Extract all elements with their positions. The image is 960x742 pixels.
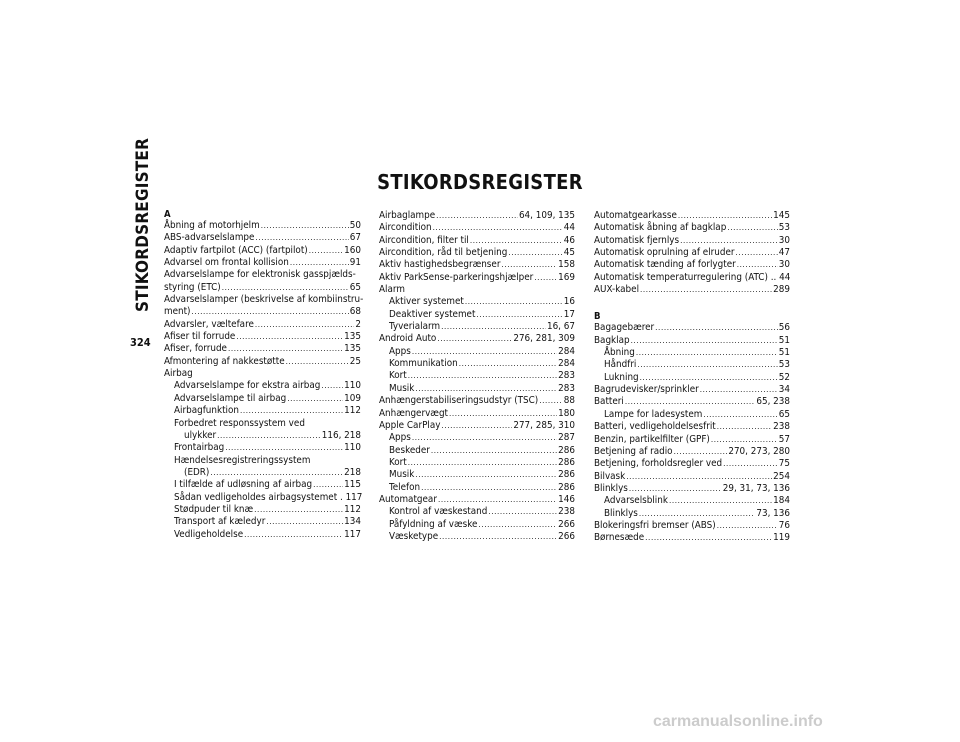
index-entry: [379, 432, 575, 444]
index-term: Anhængerstabiliseringsudstyr (TSC): [379, 395, 539, 407]
index-entry-text: Sådan vedligeholdes airbagsystemet . 117: [174, 491, 363, 503]
index-page-ref: 110: [344, 442, 361, 454]
index-entry: [379, 519, 575, 531]
dot-leader: [254, 504, 343, 516]
index-term: Android Auto: [379, 333, 437, 345]
index-page-ref: 286: [558, 456, 575, 468]
index-term: Aktiv ParkSense-parkeringshjælper: [379, 271, 534, 283]
index-entry: [164, 232, 361, 244]
dot-leader: [669, 495, 772, 507]
index-page-ref: 284: [558, 358, 575, 370]
index-term: Airbagfunktion: [174, 405, 239, 417]
dot-leader: [421, 482, 557, 494]
index-page-ref: 2: [355, 318, 361, 330]
dot-leader: [534, 272, 557, 284]
index-entry: [164, 393, 361, 405]
dot-leader: [415, 383, 557, 395]
index-entry: [379, 333, 575, 345]
index-page-ref: 112: [344, 405, 361, 417]
index-term: Børnesæde: [594, 532, 645, 544]
index-page-ref: 88: [563, 395, 575, 407]
index-term: Betjening, forholdsregler ved: [594, 458, 723, 470]
index-page-ref: 65: [778, 408, 790, 420]
section-spacer: [594, 296, 790, 312]
dot-leader: [228, 343, 343, 355]
index-entry: [594, 222, 790, 234]
dot-leader: [488, 506, 557, 518]
dot-leader: [737, 259, 778, 271]
index-term: (EDR): [184, 466, 210, 478]
index-page-ref: 254: [773, 470, 790, 482]
dot-leader: [433, 222, 563, 234]
index-entry: [379, 494, 575, 506]
index-entry: [379, 457, 575, 469]
index-entry: [379, 296, 575, 308]
index-page-ref: 160: [344, 244, 361, 256]
index-term: Bagklap: [594, 334, 630, 346]
index-entry: [379, 531, 575, 543]
dot-leader: [210, 467, 343, 479]
index-column-3: [594, 210, 790, 545]
index-entry: [164, 306, 361, 318]
index-page-ref: 287: [558, 432, 575, 444]
index-page-ref: 110: [344, 380, 361, 392]
index-term: Stødpuder til knæ: [174, 503, 254, 515]
index-term: Blinklys: [604, 507, 638, 519]
index-entry-text: Advarselslamper (beskrivelse af kombiinstru-: [164, 294, 364, 306]
index-term: Automatgearkasse: [594, 210, 677, 221]
index-term: AUX-kabel: [594, 284, 640, 296]
index-page-ref: 112: [344, 503, 361, 515]
index-entry: [164, 282, 361, 294]
index-page-ref: 52: [778, 371, 790, 383]
dot-leader: [476, 309, 562, 321]
index-term: Håndfri: [604, 359, 637, 371]
index-entry-text: Automatisk temperaturregulering (ATC) .. 44: [594, 271, 791, 283]
index-entry: [594, 210, 790, 222]
index-entry: [594, 421, 790, 433]
index-term: Apps: [389, 345, 411, 357]
index-entry: [164, 245, 361, 257]
index-term: Automatisk åbning af bagklap: [594, 222, 727, 234]
index-entry: [594, 508, 790, 520]
index-term: Telefon: [389, 481, 421, 493]
index-page-ref: 109: [344, 392, 361, 404]
index-term: Blokeringsfri bremser (ABS): [594, 519, 716, 531]
index-entry: [379, 383, 575, 395]
dot-leader: [639, 508, 755, 520]
index-entry: [379, 222, 575, 234]
index-entry: [379, 272, 575, 284]
dot-leader: [438, 494, 557, 506]
index-entry: [164, 479, 361, 491]
index-entry: [594, 335, 790, 347]
index-page-ref: 29, 31, 73, 136: [722, 482, 790, 494]
index-entry: [594, 284, 790, 296]
index-page-ref: 16, 67: [546, 321, 575, 333]
index-page-ref: 67: [349, 232, 361, 244]
index-entry: [164, 356, 361, 368]
dot-leader: [539, 395, 563, 407]
index-page-ref: 180: [558, 407, 575, 419]
index-page-ref: 30: [778, 259, 790, 271]
index-term: Kontrol af væskestand: [389, 506, 488, 518]
index-term: Kommunikation: [389, 358, 458, 370]
index-page-ref: 47: [778, 247, 790, 259]
index-page-ref: 65, 238: [756, 396, 790, 408]
index-term: Afmontering af nakkestøtte: [164, 355, 285, 367]
dot-leader: [290, 257, 349, 269]
index-term: Batteri: [594, 396, 624, 408]
dot-leader: [736, 247, 778, 259]
index-entry: [164, 257, 361, 269]
dot-leader: [244, 529, 343, 541]
index-entry-text: Advarselslampe for elektronisk gasspjælds-: [164, 269, 356, 281]
index-page-ref: 283: [558, 382, 575, 394]
index-entry: [379, 346, 575, 358]
dot-leader: [222, 282, 349, 294]
index-page-ref: 17: [563, 308, 575, 320]
index-term: Transport af kæledyr: [174, 516, 266, 528]
index-page-ref: 34: [778, 384, 790, 396]
index-page-ref: 56: [778, 322, 790, 334]
index-entry: [164, 405, 361, 417]
index-page-ref: 134: [344, 516, 361, 528]
index-entry: [164, 442, 361, 454]
index-entry: [379, 358, 575, 370]
dot-leader: [717, 520, 778, 532]
index-entry: [594, 458, 790, 470]
index-page-ref: 51: [778, 347, 790, 359]
dot-leader: [501, 259, 557, 271]
index-page-ref: 289: [773, 284, 790, 296]
side-section-title: STIKORDSREGISTER: [133, 137, 153, 312]
index-entry: [594, 259, 790, 271]
dot-leader: [717, 421, 772, 433]
dot-leader: [508, 247, 562, 259]
page-number: 324: [130, 336, 151, 349]
index-page-ref: 117: [344, 528, 361, 540]
index-entry: [594, 520, 790, 532]
dot-leader: [408, 370, 557, 382]
index-term: Aircondition: [379, 222, 432, 234]
index-entry: [594, 409, 790, 421]
index-term: Afiser, forrude: [164, 343, 227, 355]
index-page-ref: 238: [558, 506, 575, 518]
dot-leader: [449, 408, 557, 420]
index-entry-text: Forbedret responssystem ved: [174, 417, 305, 429]
dot-leader: [640, 284, 772, 296]
dot-leader: [313, 479, 343, 491]
dot-leader: [629, 483, 722, 495]
dot-leader: [415, 469, 557, 481]
index-letter-heading: B: [594, 311, 601, 323]
index-term: ABS-advarselslampe: [164, 232, 255, 244]
index-term: Åbning: [604, 347, 635, 359]
index-page-ref: 218: [344, 466, 361, 478]
index-entry: [379, 469, 575, 481]
index-entry: [594, 471, 790, 483]
index-page-ref: 238: [773, 421, 790, 433]
index-page-ref: 25: [349, 355, 361, 367]
index-term: Beskeder: [389, 444, 430, 456]
dot-leader: [636, 347, 778, 359]
index-column-2: [379, 210, 575, 543]
index-page-ref: 68: [349, 306, 361, 318]
dot-leader: [412, 346, 557, 358]
index-page-ref: 116, 218: [321, 429, 361, 441]
dot-leader: [478, 519, 557, 531]
dot-leader: [436, 210, 518, 222]
index-term: Advarselslampe til airbag: [174, 392, 287, 404]
index-term: Lampe for ladesystem: [604, 408, 703, 420]
index-entry: [379, 408, 575, 420]
dot-leader: [470, 235, 563, 247]
index-term: Tyverialarm: [389, 321, 441, 333]
index-term: Advarsel om frontal kollision: [164, 257, 289, 269]
index-entry: [164, 430, 361, 442]
index-term: Automatisk fjernlys: [594, 234, 680, 246]
index-page-ref: 184: [773, 495, 790, 507]
index-page-ref: 50: [349, 220, 361, 231]
index-term: Apps: [389, 432, 411, 444]
index-page-ref: 277, 285, 310: [513, 419, 575, 431]
index-page-ref: 283: [558, 370, 575, 382]
index-term: Musik: [389, 469, 415, 481]
index-term: I tilfælde af udløsning af airbag: [174, 479, 313, 491]
dot-leader: [321, 380, 343, 392]
index-entry: [164, 467, 361, 479]
index-entry-text: Hændelsesregistreringssystem: [174, 454, 311, 466]
dot-leader: [255, 232, 348, 244]
index-entry: [164, 220, 361, 232]
index-entry: [594, 372, 790, 384]
index-term: Aktiv hastighedsbegrænser: [379, 259, 501, 271]
index-term: Åbning af motorhjelm: [164, 220, 260, 231]
dot-leader: [286, 356, 349, 368]
index-term: Vedligeholdelse: [174, 528, 244, 540]
index-page-ref: 145: [773, 210, 790, 221]
dot-leader: [640, 372, 778, 384]
dot-leader: [645, 532, 772, 544]
dot-leader: [240, 405, 343, 417]
index-term: Lukning: [604, 371, 639, 383]
index-page-ref: 276, 281, 309: [513, 333, 575, 345]
dot-leader: [655, 322, 778, 334]
index-page-ref: 53: [778, 359, 790, 371]
dot-leader: [674, 446, 728, 458]
index-term: Advarsler, væltefare: [164, 318, 254, 330]
dot-leader: [441, 321, 546, 333]
index-letter-heading: A: [164, 209, 171, 220]
index-entry: [164, 380, 361, 392]
index-term: Afiser til forrude: [164, 331, 236, 343]
index-page-ref: 135: [344, 343, 361, 355]
index-entry: [164, 529, 361, 541]
index-page-ref: 73, 136: [756, 507, 790, 519]
index-page-ref: 45: [563, 247, 575, 259]
dot-leader: [727, 222, 777, 234]
dot-leader: [680, 235, 778, 247]
index-page-ref: 16: [563, 296, 575, 308]
index-entry: [164, 516, 361, 528]
dot-leader: [412, 432, 557, 444]
index-page-ref: 284: [558, 345, 575, 357]
index-entry: [594, 247, 790, 259]
index-page-ref: 169: [558, 271, 575, 283]
index-page-ref: 64, 109, 135: [518, 210, 575, 221]
index-entry: [379, 210, 575, 222]
dot-leader: [261, 220, 349, 232]
index-page-ref: 115: [344, 479, 361, 491]
dot-leader: [465, 296, 563, 308]
index-term: Kort: [389, 456, 407, 468]
dot-leader: [637, 359, 777, 371]
index-entry: [379, 321, 575, 333]
index-term: ment): [164, 306, 191, 318]
index-page-ref: 158: [558, 259, 575, 271]
dot-leader: [225, 442, 343, 454]
index-entry: [164, 331, 361, 343]
index-term: Automatisk oprulning af elruder: [594, 247, 735, 259]
index-page-ref: 44: [563, 222, 575, 234]
index-entry: [594, 359, 790, 371]
index-entry: [379, 506, 575, 518]
index-term: Automatisk tænding af forlygter: [594, 259, 736, 271]
index-page-ref: 266: [558, 518, 575, 530]
index-term: Batteri, vedligeholdelsesfrit: [594, 421, 716, 433]
dot-leader: [217, 430, 321, 442]
dot-leader: [631, 335, 778, 347]
index-term: Frontairbag: [174, 442, 225, 454]
index-page-ref: 270, 273, 280: [728, 445, 790, 457]
dot-leader: [192, 306, 349, 318]
index-entry: [594, 434, 790, 446]
index-term: Betjening af radio: [594, 445, 673, 457]
index-entry: [594, 396, 790, 408]
index-term: Bagrudevisker/sprinkler: [594, 384, 699, 396]
index-term: Aircondition, råd til betjening: [379, 247, 508, 259]
dot-leader: [459, 358, 557, 370]
index-term: Væsketype: [389, 530, 439, 542]
index-page-ref: 135: [344, 331, 361, 343]
index-entry: [379, 370, 575, 382]
index-page-ref: 146: [558, 493, 575, 505]
page-title: STIKORDSREGISTER: [377, 170, 583, 194]
index-entry: [379, 395, 575, 407]
index-page-ref: 76: [778, 519, 790, 531]
index-entry: [164, 504, 361, 516]
index-page-ref: 119: [773, 532, 790, 544]
index-term: Adaptiv fartpilot (ACC) (fartpilot): [164, 244, 308, 256]
index-entry: [164, 343, 361, 355]
dot-leader: [287, 393, 343, 405]
index-entry: [164, 319, 361, 331]
index-entry: [594, 235, 790, 247]
index-term: Airbaglampe: [379, 210, 436, 221]
index-page-ref: 30: [778, 234, 790, 246]
index-page-ref: 75: [778, 458, 790, 470]
dot-leader: [255, 319, 354, 331]
index-page-ref: 266: [558, 530, 575, 542]
index-term: Påfyldning af væske: [389, 518, 478, 530]
index-entry: [379, 420, 575, 432]
dot-leader: [723, 458, 778, 470]
index-entry: [379, 235, 575, 247]
index-page-ref: 286: [558, 481, 575, 493]
index-term: Deaktiver systemet: [389, 308, 476, 320]
index-entry: [379, 259, 575, 271]
index-term: Musik: [389, 382, 415, 394]
index-term: Aktiver systemet: [389, 296, 464, 308]
index-entry: [594, 322, 790, 334]
index-entry: [379, 247, 575, 259]
dot-leader: [678, 210, 772, 222]
dot-leader: [431, 445, 557, 457]
index-term: Blinklys: [594, 482, 628, 494]
index-page-ref: 65: [349, 281, 361, 293]
index-term: Anhængervægt: [379, 407, 449, 419]
index-term: Apple CarPlay: [379, 419, 441, 431]
index-entry-text: Alarm: [379, 284, 405, 296]
index-page-ref: 286: [558, 469, 575, 481]
index-entry: [594, 347, 790, 359]
index-entry: [594, 446, 790, 458]
index-entry: [379, 482, 575, 494]
index-entry: [594, 483, 790, 495]
index-entry: [594, 384, 790, 396]
dot-leader: [441, 420, 512, 432]
index-page-ref: 53: [778, 222, 790, 234]
dot-leader: [236, 331, 343, 343]
index-term: Bilvask: [594, 470, 626, 482]
dot-leader: [703, 409, 777, 421]
index-term: Automatgear: [379, 493, 437, 505]
index-term: Kort: [389, 370, 407, 382]
index-column-1: [164, 209, 364, 541]
index-term: Bagagebærer: [594, 322, 655, 334]
watermark: carmanualsonline.info: [653, 713, 823, 730]
index-page-ref: 46: [563, 234, 575, 246]
dot-leader: [711, 434, 778, 446]
index-entry: [594, 495, 790, 507]
index-entry: [594, 532, 790, 544]
index-page-ref: 57: [778, 433, 790, 445]
index-term: styring (ETC): [164, 281, 221, 293]
dot-leader: [700, 384, 778, 396]
index-page-ref: 51: [778, 334, 790, 346]
dot-leader: [266, 516, 343, 528]
dot-leader: [408, 457, 557, 469]
index-term: Advarselslampe for ekstra airbag: [174, 380, 321, 392]
dot-leader: [439, 531, 557, 543]
index-entry: [379, 309, 575, 321]
dot-leader: [309, 245, 343, 257]
index-term: Benzin, partikelfilter (GPF): [594, 433, 710, 445]
index-entry-text: Airbag: [164, 368, 193, 380]
dot-leader: [626, 471, 772, 483]
index-page-ref: 286: [558, 444, 575, 456]
dot-leader: [437, 333, 512, 345]
dot-leader: [625, 396, 756, 408]
index-entry: [379, 445, 575, 457]
index-term: Advarselsblink: [604, 495, 668, 507]
index-page-ref: 91: [349, 257, 361, 269]
index-term: Aircondition, filter til: [379, 234, 469, 246]
index-term: ulykker: [184, 429, 217, 441]
